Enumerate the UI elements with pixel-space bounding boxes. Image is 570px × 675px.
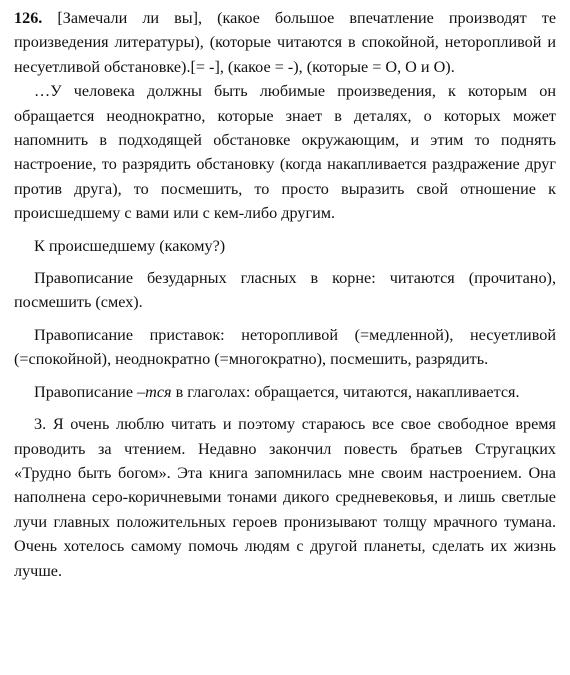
rule-tsya-rest: в глаголах: обращается, читаются, накапливается.: [171, 382, 520, 401]
spacer: [14, 404, 556, 412]
rule-prefixes: Правописание приставок: неторопливой (=медленной), несуетливой (=спокойной), неоднократно (=многократно), посмешить, разрядить.: [14, 325, 556, 369]
text-paragraph: …У человека должны быть любимые произведения, к которым он обращается неоднократно, которые знает в деталях, о которых может напомнить в подходящей обстановке окружающим, и этим то поднять настроение, то разрядить обстановку (когда накапливается раздражение друг против друга), то посмешить, то просто выразить свой отношение к происшедшему с вами или с кем-либо другим.: [14, 82, 556, 223]
rule-tsya-prefix: Правописание: [34, 382, 138, 401]
morpheme-analysis: К происшедшему (какому?): [34, 236, 226, 255]
spacer: [14, 372, 556, 380]
rule-tsya: [14, 380, 556, 404]
rule-unstressed-vowels: Правописание безударных гласных в корне: читаются (прочитано), посмешить (смех).: [14, 269, 556, 312]
sentence-scheme: [14, 6, 556, 79]
spacer: [14, 258, 556, 266]
scheme-text: [Замечали ли вы], (какое большое впечатление производят те произведения литературы), (которые читаются в спокойной, неторопливой и несуетливой обстановке).[= -], (какое = -), (которые = О, О и О).: [14, 9, 557, 76]
spacer: [14, 315, 556, 323]
exercise-number: 126.: [14, 9, 43, 27]
rule-tsya-term: –тся: [137, 382, 172, 401]
essay-paragraph: 3. Я очень люблю читать и поэтому стараюсь все свое свободное время проводить за чтением. Недавно закончил повесть братьев Стругацких «Трудно быть богом». Эта книга запомнилась мне своим настроением. Она наполнена серо-коричневыми тонами дикого средневековья, и лишь светлые лучи главных положительных героев пронизывают толщу мрачного тумана. Очень хотелось самому помочь людям с другой планеты, сделать их жизнь лучше.: [14, 415, 556, 580]
spacer: [14, 226, 556, 234]
